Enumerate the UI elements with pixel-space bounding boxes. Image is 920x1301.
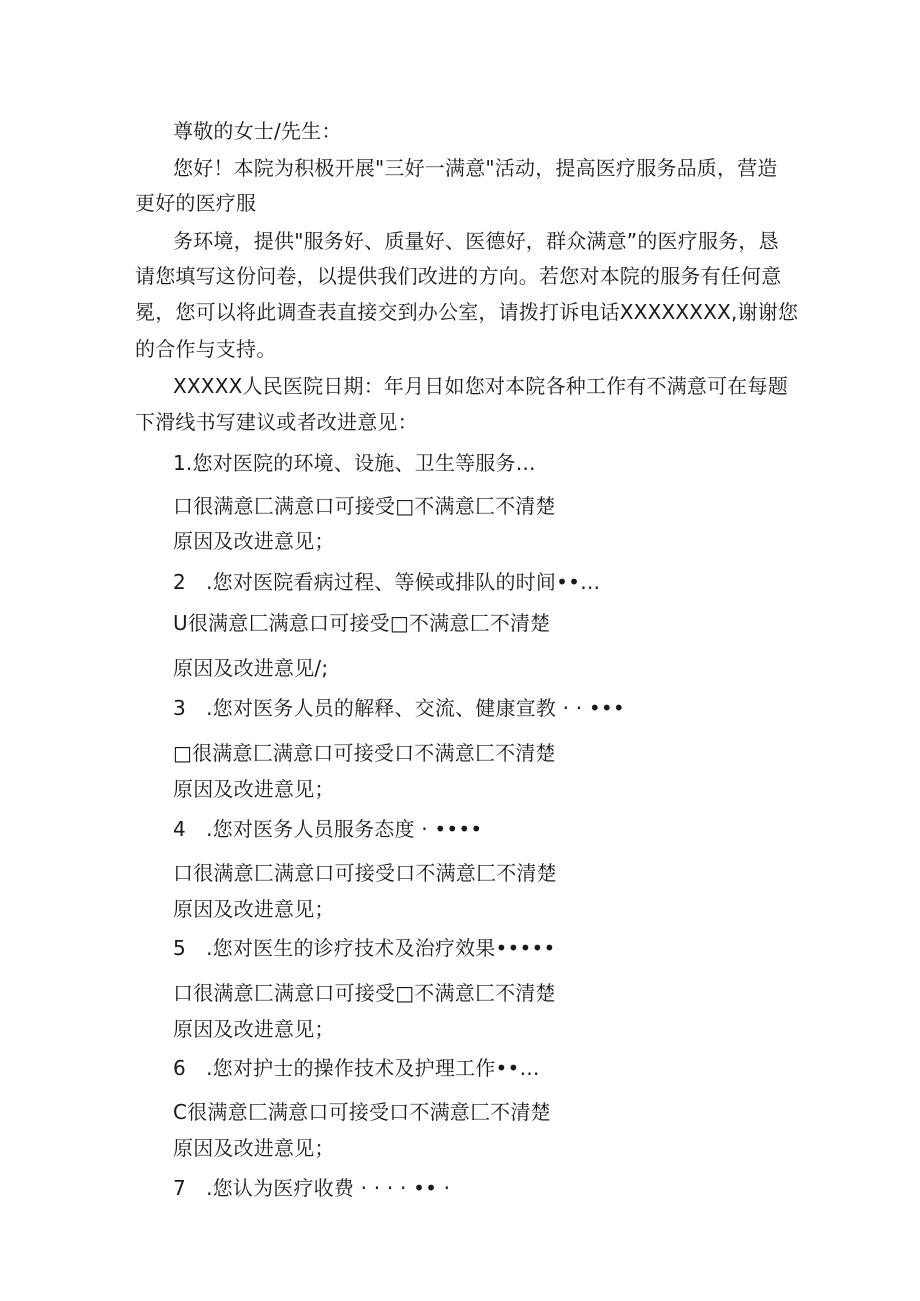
question-2-reason: 原因及改进意见/;	[173, 656, 329, 680]
intro-paragraph-line: 的合作与支持。	[135, 337, 277, 361]
question-3-reason: 原因及改进意见；	[173, 777, 335, 801]
question-3-text: 3 .您对医务人员的解释、交流、健康宣教 · · •••	[173, 696, 625, 720]
question-4-text: 4 .您对医务人员服务态度 · ••••	[173, 817, 483, 841]
question-6-reason: 原因及改进意见；	[173, 1136, 335, 1160]
question-4-options: 口很满意匚满意口可接受口不满意匚不清楚	[173, 861, 557, 885]
question-2-options: U很满意匚满意口可接受□不满意匚不清楚	[173, 611, 551, 635]
intro-paragraph-line: 务环境，提供"服务好、质量好、医德好，群众满意”的医疗服务，恳	[173, 229, 779, 253]
intro-paragraph-line: 更好的医疗服	[135, 191, 257, 215]
question-2-text: 2 .您对医院看病过程、等候或排队的时间••…	[173, 570, 601, 594]
question-3-options: □很满意匚满意口可接受口不满意匚不清楚	[173, 741, 556, 765]
question-5-reason: 原因及改进意见；	[173, 1017, 335, 1041]
question-1-options: 口很满意匚满意口可接受□不满意匚不清楚	[173, 494, 556, 518]
question-5-options: 口很满意匚满意口可接受□不满意匚不清楚	[173, 981, 556, 1005]
question-1-text: 1.您对医院的环境、设施、卫生等服务…	[173, 451, 536, 475]
hospital-date-line: XXXXX人民医院日期：年月日如您对本院各种工作有不满意可在每题	[173, 374, 788, 398]
intro-paragraph-line: 请您填写这份问卷，以提供我们改进的方向。若您对本院的服务有任何意	[135, 264, 782, 288]
question-6-text: 6 .您对护士的操作技术及护理工作••…	[173, 1056, 540, 1080]
intro-paragraph-line: 您好！本院为积极开展"三好一满意"活动，提高医疗服务品质，营造	[173, 156, 778, 180]
question-5-text: 5 .您对医生的诊疗技术及治疗效果•••••	[173, 936, 556, 960]
question-1-reason: 原因及改进意见；	[173, 529, 335, 553]
question-4-reason: 原因及改进意见；	[173, 897, 335, 921]
question-7-text: 7 .您认为医疗收费 · · · · •• ·	[173, 1176, 451, 1200]
intro-paragraph-line: 冕，您可以将此调查表直接交到办公室，请拨打诉电话XXXXXXXX,谢谢您	[135, 300, 799, 324]
question-6-options: C很满意匚满意口可接受口不满意匚不清楚	[173, 1100, 551, 1124]
salutation: 尊敬的女士/先生：	[173, 119, 342, 143]
hospital-date-line: 下滑线书写建议或者改进意见：	[135, 410, 418, 434]
